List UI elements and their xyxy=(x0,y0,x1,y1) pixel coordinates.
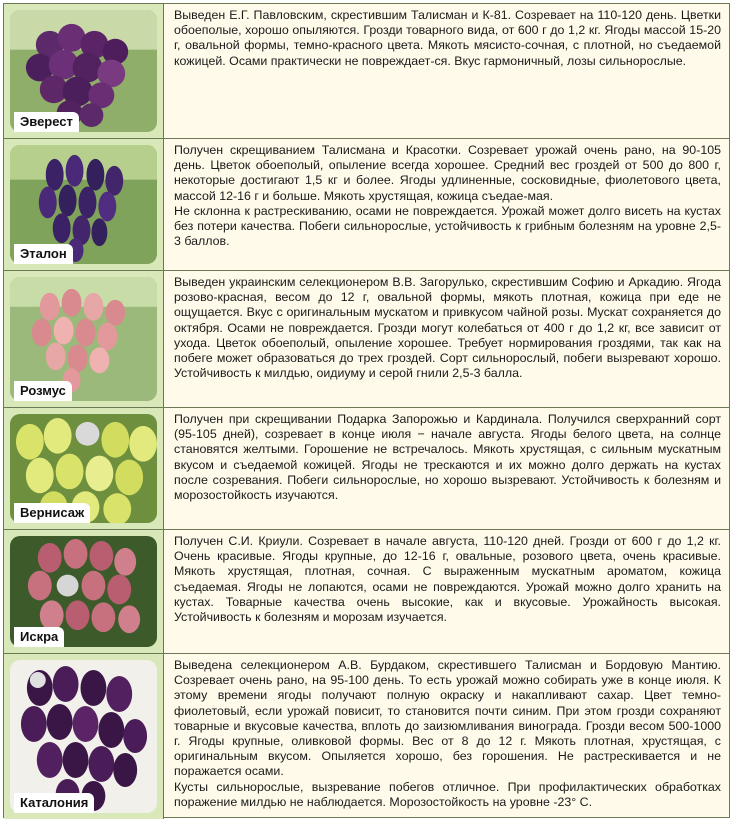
variety-row xyxy=(4,654,729,819)
photo-cell xyxy=(4,271,164,407)
variety-row xyxy=(4,271,729,408)
variety-row xyxy=(4,408,729,530)
variety-row xyxy=(4,530,729,654)
variety-name-label: Эверест xyxy=(14,112,79,132)
variety-row xyxy=(4,139,729,271)
variety-name-label: Каталония xyxy=(14,793,94,813)
photo-cell xyxy=(4,408,164,529)
variety-name-label: Вернисаж xyxy=(14,503,90,523)
variety-description: Получен С.И. Криули. Созревает в начале августа, 110-120 дней. Грозди от 600 г до 1,2 кг. Очень красивые. Ягоды крупные, до 12-16 г, овальные, розового цвета, очень красивые. Мякоть хрустящая, плотная, сочная. С выраженным мускатным ароматом, кожица съедаемая. Ягоды не лопаются, осами не повреждаются. Урожай можно долго хранить на кустах. Товарные качества очень высокие, как и вкусовые. Урожайность высокая. Устойчивость к болезням и морозам изучается. xyxy=(174,534,721,625)
variety-name-label: Розмус xyxy=(14,381,72,401)
variety-description: Выведен Е.Г. Павловским, скрестившим Талисман и К-81. Созревает на 110-120 день. Цветки обоеполые, хорошо опыляются. Грозди товарного вида, от 600 г до 1,2 кг. Ягоды массой 15-20 г, овальной формы, темно-красного цвета. Мякоть мясисто-сочная, с плотной, но съедаемой кожицей. Осами практически не повреждает-ся. Вкус гармоничный, лозы сильнорослые. xyxy=(174,8,721,68)
variety-name-label: Искра xyxy=(14,627,64,647)
photo-cell xyxy=(4,139,164,270)
variety-description: Выведена селекционером А.В. Бурдаком, скрестившего Талисман и Бордовую Мантию. Созревает очень рано, на 95-100 день. То есть урожай можно собирать уже в конце июля. К этому времени ягоды получают полную окраску и накапливают сахар. Цвет темно-фиолетовый, если урожай повисит, то становится почти синим. При этом грозди сохраняют товарные и вкусовые качества, вплоть до заизюмливания винограда. Грозди весом 500-1000 г. Ягоды крупные, оливковой формы. Вес от 8 до 12 г. Мякоть плотная, хрустящая, с оригинальным вкусом. Опыляется хорошо, без горошения. Не растрескивается и не поражается осами. Кусты сильнорослые, вызревание побегов отличное. При профилактических обработках поражение милдью не наблюдается. Морозостойкость на уровне -23° С. xyxy=(174,658,721,809)
variety-description: Выведен украинским селекционером В.В. Загорулько, скрестившим Софию и Аркадию. Ягода розово-красная, весом до 12 г, овальной формы, мякоть плотная, кожица при еде не ощущается. Вкус с оригинальным мускатом и привкусом чайной розы. Мускат сохраняется до октября. Осами не повреждается. Грозди могут колебаться от 400 г до 1,2 кг, все зависит от ухода. Цветок обоеполый, опыление хорошее. Требует нормирования гроздями, так как на побеге может образоваться до трех гроздей. Сорт сильнорослый, побеги вызревают хорошо. Устойчивость к милдью, оидиуму и серой гнили 2,5-3 балла. xyxy=(174,275,721,381)
photo-cell xyxy=(4,654,164,819)
variety-name-label: Эталон xyxy=(14,244,73,264)
photo-cell xyxy=(4,530,164,653)
grape-photo xyxy=(10,660,157,813)
variety-description: Получен при скрещивании Подарка Запорожью и Кардинала. Получился сверхранний сорт (95-105 дней), созревает в конце июля − начале августа. Ягоды белого цвета, на солнце становятся желтыми. Горошение не встречалось. Мякоть хрустящая, с сильным мускатным вкусом и съедаемой кожицей. Ягоды не трескаются и их можно долго держать на кустах после созревания. Побеги сильнорослые, но хорошо вызревают. Устойчивость к болезням и морозостойкость изучаются. xyxy=(174,412,721,503)
variety-description: Получен скрещиванием Талисмана и Красотки. Созревает урожай очень рано, на 90-105 день. Цветок обоеполый, опыление всегда хорошее. Средний вес гроздей от 500 до 800 г, некоторые достигают 1,5 кг и более. Ягоды удлиненные, сосковидные, фиолетового цвета, массой 12-16 г и больше. Мякоть хрустящая, кожица съедае-мая. Не склонна к растрескиванию, осами не повреждается. Урожай может долго висеть на кустах без потери качества. Побеги сильнорослые, устойчивость к грибным болезням на уровне 2,5-3 баллов. xyxy=(174,143,721,249)
variety-table xyxy=(3,3,730,818)
variety-row xyxy=(4,4,729,139)
photo-cell xyxy=(4,4,164,138)
